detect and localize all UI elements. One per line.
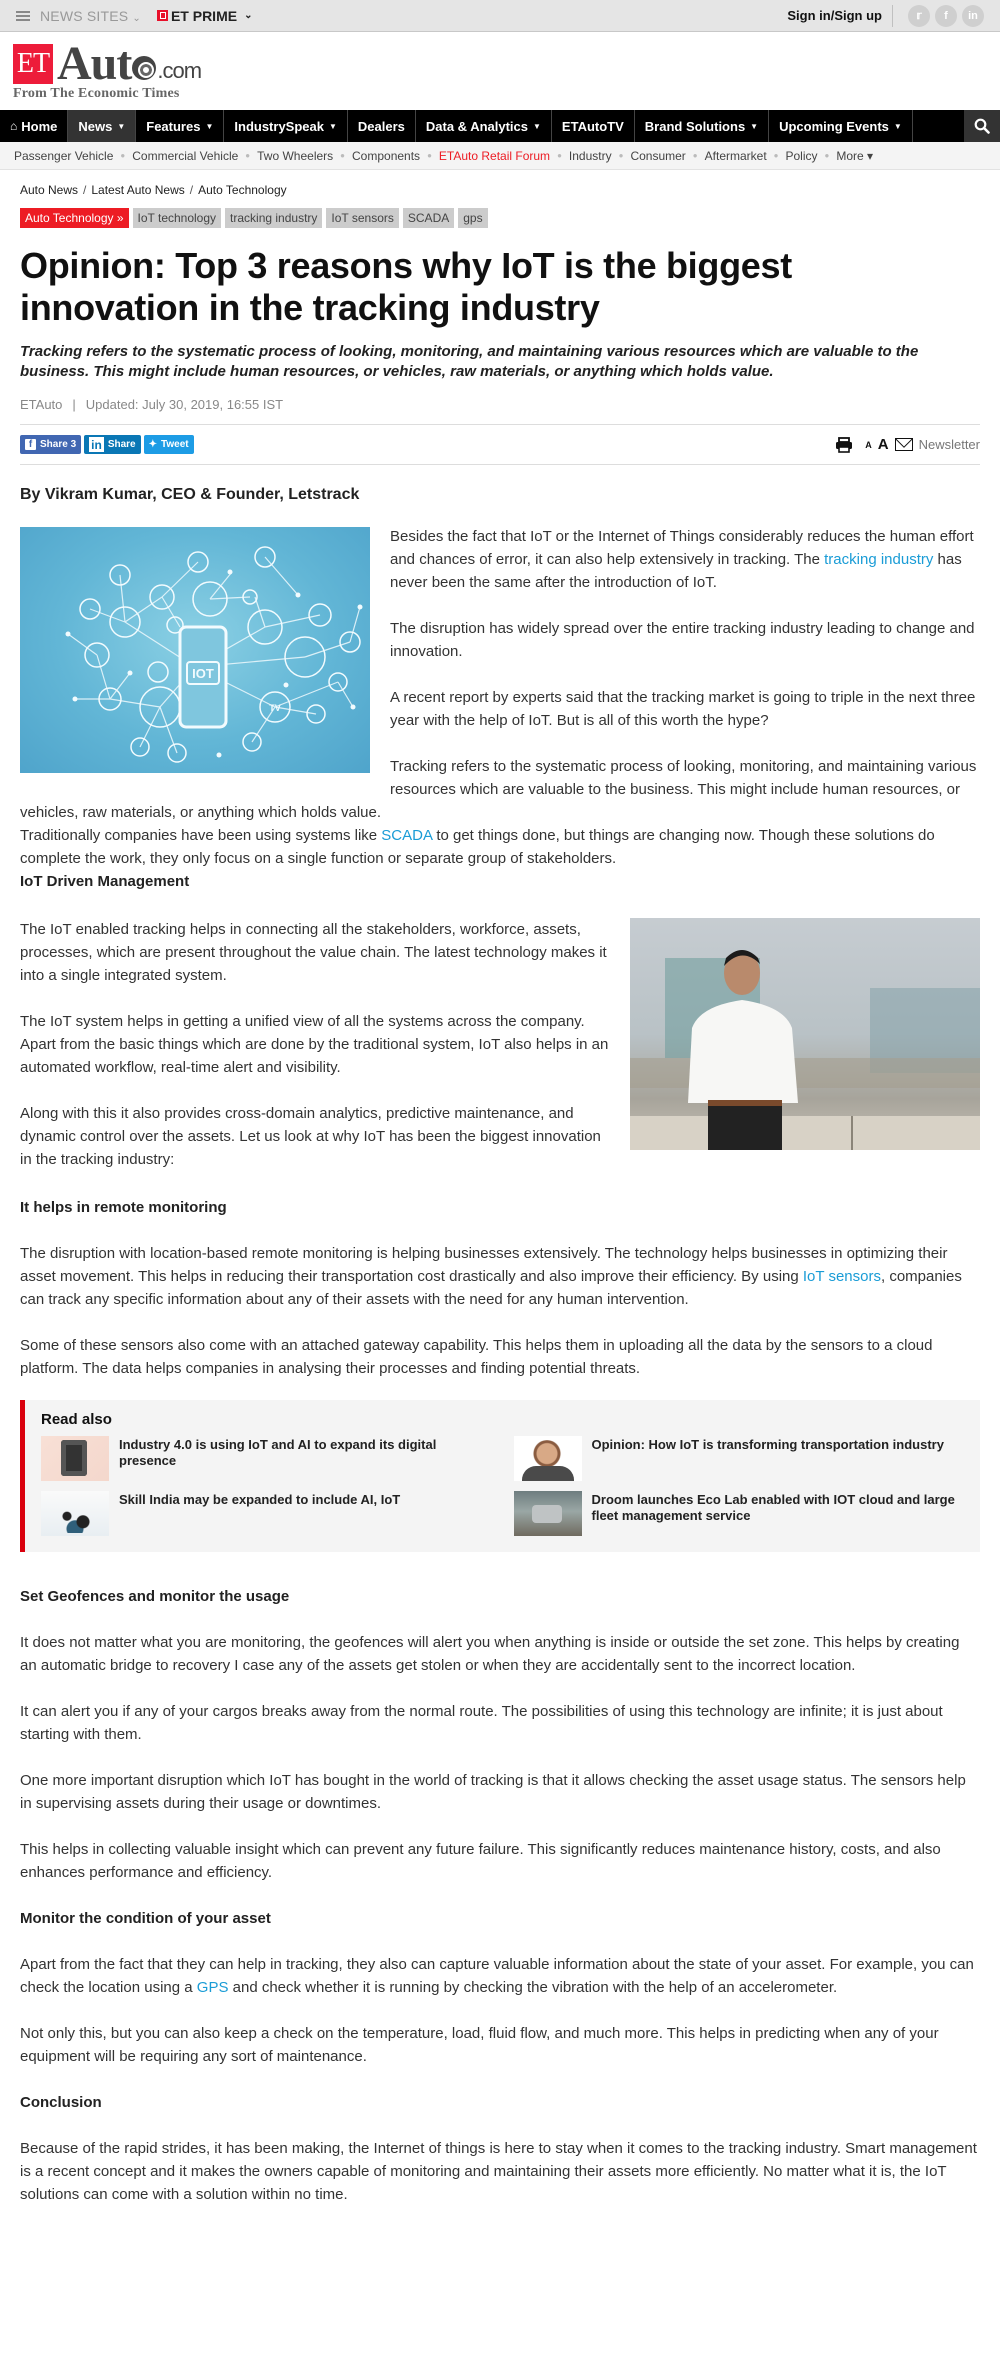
breadcrumb-auto-news[interactable]: Auto News [20, 183, 79, 197]
hamburger-menu-icon[interactable] [16, 11, 30, 21]
separator-dot: ● [692, 151, 698, 160]
decrease-font-button[interactable]: A [865, 439, 872, 450]
logo-auto-text: Aut [57, 37, 132, 90]
caret-down-icon: ▼ [117, 121, 126, 131]
nav-label: Home [21, 118, 58, 134]
twitter-tweet-button[interactable] [144, 435, 194, 454]
paragraph: A recent report by experts said that the tracking market is going to triple in the next three year with the help of IoT. But is all of this worth the hype? [390, 689, 976, 729]
main-nav [0, 110, 1000, 142]
twitter-icon[interactable]: 𝕣 [908, 5, 930, 27]
linkedin-share-label: Share [107, 439, 136, 450]
read-also-item[interactable] [41, 1491, 494, 1536]
read-also-thumbnail [514, 1491, 582, 1536]
linkedin-icon[interactable]: in [962, 5, 984, 27]
article-updated: Updated: July 30, 2019, 16:55 IST [85, 397, 284, 412]
sub-nav [0, 142, 1000, 170]
facebook-icon[interactable]: f [935, 5, 957, 27]
article-meta [20, 397, 980, 412]
logo-com-text: .com [157, 58, 202, 83]
increase-font-button[interactable]: A [877, 436, 889, 453]
paragraph: The IoT system helps in getting a unified view of all the systems across the company. Apart from the basic things which are done by the traditional system, IoT also helps in an automated workflow, real-time alert and visibility. [20, 1013, 609, 1076]
facebook-icon: f [25, 439, 36, 450]
linkedin-share-button[interactable] [84, 435, 140, 454]
breadcrumb-auto-technology[interactable]: Auto Technology [198, 183, 287, 197]
heading-iot-driven-management: IoT Driven Management [20, 873, 190, 890]
subnav-aftermarket[interactable]: Aftermarket [704, 148, 767, 163]
tag-iot-sensors[interactable]: IoT sensors [326, 208, 398, 228]
author-photo [630, 918, 980, 1150]
author-photo-illustration [630, 918, 980, 1150]
article-title: Opinion: Top 3 reasons why IoT is the biggest innovation in the tracking industry [20, 245, 792, 328]
read-also-thumbnail [41, 1436, 109, 1481]
twitter-bird-icon: ✦ [148, 439, 157, 450]
separator-dot: ● [824, 151, 830, 160]
read-also-box [20, 1400, 980, 1552]
paragraph-text: The disruption with location-based remote monitoring is helping businesses extensively. The technology helps businesses in optimizing their asset movement. This helps in reducing their transportation cost drastically and also improve their efficiency. By using [20, 1245, 948, 1285]
meta-divider: | [72, 397, 76, 412]
separator-dot: ● [557, 151, 562, 160]
nav-label: Features [146, 118, 201, 134]
facebook-share-button[interactable] [20, 435, 81, 454]
nav-label: Dealers [357, 118, 405, 134]
paragraph-text: , companies can track any specific information about any of their assets with the need for any human intervention. [20, 1268, 962, 1308]
read-also-item[interactable] [514, 1436, 967, 1481]
subnav-commercial-vehicle[interactable]: Commercial Vehicle [132, 148, 239, 163]
search-icon [974, 118, 990, 134]
linkedin-icon: in [91, 437, 102, 452]
iot-network-image [20, 527, 370, 773]
breadcrumb [20, 183, 980, 199]
paragraph: One more important disruption which IoT has bought in the world of tracking is that it allows checking the asset usage status. The sensors help in supervising assets during their usage or downtimes. [20, 1772, 966, 1812]
nav-label: Data & Analytics [425, 118, 528, 134]
subnav-more[interactable]: More ▾ [836, 148, 874, 163]
tweet-label: Tweet [161, 439, 189, 450]
read-also-title: Read also [41, 1411, 112, 1428]
read-also-headline: Droom launches Eco Lab enabled with IOT cloud and large fleet management service [591, 1492, 955, 1523]
paragraph: Because of the rapid strides, it has been making, the Internet of things is here to stay when it comes to the tracking industry. Smart management is a recent concept and it makes the owners capable of monitoring and maintaining their assets more efficiently. No matter what it is, the IoT solutions can come with a solution within no time. [20, 2140, 977, 2203]
caret-down-icon: ▼ [533, 121, 541, 131]
iot-network-illustration [20, 527, 370, 773]
subnav-components[interactable]: Components [352, 148, 421, 163]
gps-link[interactable]: GPS [196, 1979, 229, 1996]
logo-tagline: From The Economic Times [13, 86, 180, 101]
subnav-consumer[interactable]: Consumer [630, 148, 686, 163]
et-prime-dropdown[interactable] [157, 8, 253, 24]
home-icon: ⌂ [10, 119, 18, 133]
read-also-item[interactable] [41, 1436, 494, 1481]
tag-gps[interactable]: gps [458, 208, 487, 228]
separator-dot: ● [245, 151, 251, 160]
read-also-headline: Opinion: How IoT is transforming transportation industry [591, 1437, 944, 1452]
read-also-thumbnail [41, 1491, 109, 1536]
paragraph: It does not matter what you are monitoring, the geofences will alert you when anything is inside or outside the set zone. This helps by creating an automatic bridge to recovery I case any of the assets get stolen or when they are accidentally sent to the incorrect location. [20, 1634, 960, 1674]
paragraph-text: has never been the same after the introduction of IoT. [390, 551, 962, 591]
subnav-passenger-vehicle[interactable]: Passenger Vehicle [14, 148, 114, 163]
nav-label: ETAutoTV [561, 118, 624, 134]
nav-upcoming-events[interactable] [769, 110, 913, 142]
article-source: ETAuto [20, 397, 63, 412]
iot-label: IOT [192, 666, 214, 681]
site-logo[interactable] [0, 32, 1000, 110]
tag-list [20, 208, 980, 228]
paragraph: It can alert you if any of your cargos breaks away from the normal route. The possibilities of using this technology are infinite; it is just about starting with them. [20, 1703, 943, 1743]
logo-wordmark [57, 37, 202, 90]
breadcrumb-latest-auto-news[interactable]: Latest Auto News [91, 183, 185, 197]
newsletter-link[interactable]: Newsletter [918, 437, 980, 452]
et-prime-label: ET PRIME [170, 7, 238, 24]
scada-link[interactable]: SCADA [381, 827, 433, 844]
nav-data-analytics[interactable] [416, 110, 552, 142]
nav-label: IndustrySpeak [234, 118, 324, 134]
tag-iot-technology[interactable]: IoT technology [133, 208, 222, 228]
news-sites-label: NEWS SITES [40, 7, 129, 24]
paragraph-text: and check whether it is running by checking the vibration with the help of an accelerometer. [228, 1979, 838, 1996]
paragraph-text: to get things done, but things are changing now. Though these solutions do complete the work, they only focus on a single function or separate group of stakeholders. [20, 827, 935, 867]
logo-et-box: ET [13, 44, 53, 84]
tag-auto-technology[interactable]: Auto Technology » [20, 208, 129, 228]
paragraph: The disruption has widely spread over the entire tracking industry leading to change and innovation. [390, 620, 975, 660]
separator-dot: ● [340, 151, 346, 160]
nav-home[interactable] [0, 110, 68, 142]
paragraph [20, 824, 980, 870]
paragraph-text: Apart from the fact that they can help in tracking, they also can capture valuable information about the state of your asset. For example, you can check the location using a [20, 1956, 974, 1996]
subnav-two-wheelers[interactable]: Two Wheelers [257, 148, 334, 163]
nav-label: News [78, 118, 113, 134]
paragraph: Tracking refers to the systematic process of looking, monitoring, and maintaining various resources which are valuable to the business. This might include human resources, or vehicles, raw materials, or anything which holds value. [20, 758, 977, 821]
sign-in-link[interactable]: Sign in/Sign up [787, 5, 893, 27]
nav-brand-solutions[interactable] [635, 110, 769, 142]
nav-label: Brand Solutions [644, 118, 746, 134]
heading-conclusion: Conclusion [20, 2094, 102, 2111]
nav-news[interactable] [68, 110, 136, 142]
wheel-icon [132, 56, 156, 80]
paragraph-text: Traditionally companies have been using systems like [20, 827, 382, 844]
paragraph: Not only this, but you can also keep a check on the temperature, load, fluid flow, and much more. This helps in predicting when any of your equipment will be requiring any sort of maintenance. [20, 2025, 939, 2065]
separator-dot: ● [773, 151, 779, 160]
breadcrumb-separator: / [189, 183, 194, 197]
paragraph-text: Besides the fact that IoT or the Internet of Things considerably reduces the human effort and chances of error, it can also help extensively in tracking. The [390, 528, 974, 568]
paragraph: This helps in collecting valuable insight which can prevent any future failure. This significantly reduces maintenance history, costs, and also enhances performance and efficiency. [20, 1841, 941, 1881]
nav-dealers[interactable] [348, 110, 416, 142]
caret-down-icon: ▼ [205, 121, 214, 131]
facebook-share-label: Share 3 [40, 439, 77, 450]
paragraph [20, 1242, 980, 1311]
et-prime-logo-icon [157, 10, 168, 21]
subnav-industry[interactable]: Industry [568, 148, 612, 163]
read-also-thumbnail [514, 1436, 582, 1481]
breadcrumb-separator: / [83, 183, 87, 197]
news-sites-dropdown[interactable] [40, 8, 141, 24]
article [0, 183, 1000, 2206]
separator-dot: ● [427, 151, 432, 160]
nav-spacer [913, 110, 964, 142]
subnav-etauto-retail-forum[interactable]: ETAuto Retail Forum [438, 148, 551, 163]
paragraph: The IoT enabled tracking helps in connecting all the stakeholders, workforce, assets, processes, which are present throughout the value chain. The latest technology makes it into a single integrated system. [20, 921, 607, 984]
caret-down-icon: ▼ [893, 121, 902, 131]
subnav-policy[interactable]: Policy [785, 148, 818, 163]
print-icon[interactable] [835, 437, 853, 453]
paragraph: Along with this it also provides cross-domain analytics, predictive maintenance, and dynamic control over the assets. Let us look at why IoT has been the biggest innovation in the tracking industry: [20, 1105, 601, 1168]
caret-down-icon: ▼ [750, 121, 759, 131]
nav-features[interactable] [136, 110, 224, 142]
tv-label: TV [269, 703, 281, 713]
read-also-item[interactable] [514, 1491, 967, 1536]
article-body [20, 525, 980, 2206]
nav-etautotv[interactable] [552, 110, 635, 142]
heading-geofences: Set Geofences and monitor the usage [20, 1588, 290, 1605]
article-tools [835, 436, 980, 453]
iot-sensors-link[interactable]: IoT sensors [802, 1268, 881, 1285]
read-also-list [41, 1436, 966, 1536]
tag-tracking-industry[interactable]: tracking industry [225, 208, 322, 228]
tag-scada[interactable]: SCADA [403, 208, 454, 228]
chevron-down-icon: ⌄ [244, 10, 253, 21]
paragraph: Some of these sensors also come with an attached gateway capability. This helps them in uploading all the data by the sensors to a cloud platform. The data helps companies in analysing their processes and finding potential threats. [20, 1337, 933, 1377]
separator-dot: ● [120, 151, 126, 160]
article-synopsis: Tracking refers to the systematic process of looking, monitoring, and maintaining various resources which are valuable to the business. This might include human resources, or vehicles, raw materials, or anything which holds value. [20, 343, 919, 380]
search-button[interactable] [964, 110, 1000, 142]
heading-monitor-condition: Monitor the condition of your asset [20, 1910, 271, 1927]
tracking-industry-link[interactable]: tracking industry [824, 551, 934, 568]
heading-remote-monitoring: It helps in remote monitoring [20, 1199, 227, 1216]
separator-dot: ● [618, 151, 624, 160]
paragraph [20, 1953, 980, 1999]
read-also-headline: Skill India may be expanded to include AI, IoT [119, 1492, 401, 1507]
share-bar [20, 424, 980, 465]
nav-label: Upcoming Events [779, 118, 889, 134]
caret-down-icon: ▼ [328, 121, 337, 131]
mail-icon[interactable] [895, 438, 913, 451]
top-bar [0, 0, 1000, 32]
read-also-headline: Industry 4.0 is using IoT and AI to expand its digital presence [119, 1437, 437, 1468]
byline: By Vikram Kumar, CEO & Founder, Letstrack [20, 486, 360, 503]
nav-industryspeak[interactable] [224, 110, 348, 142]
chevron-down-icon: ⌄ [132, 12, 141, 24]
